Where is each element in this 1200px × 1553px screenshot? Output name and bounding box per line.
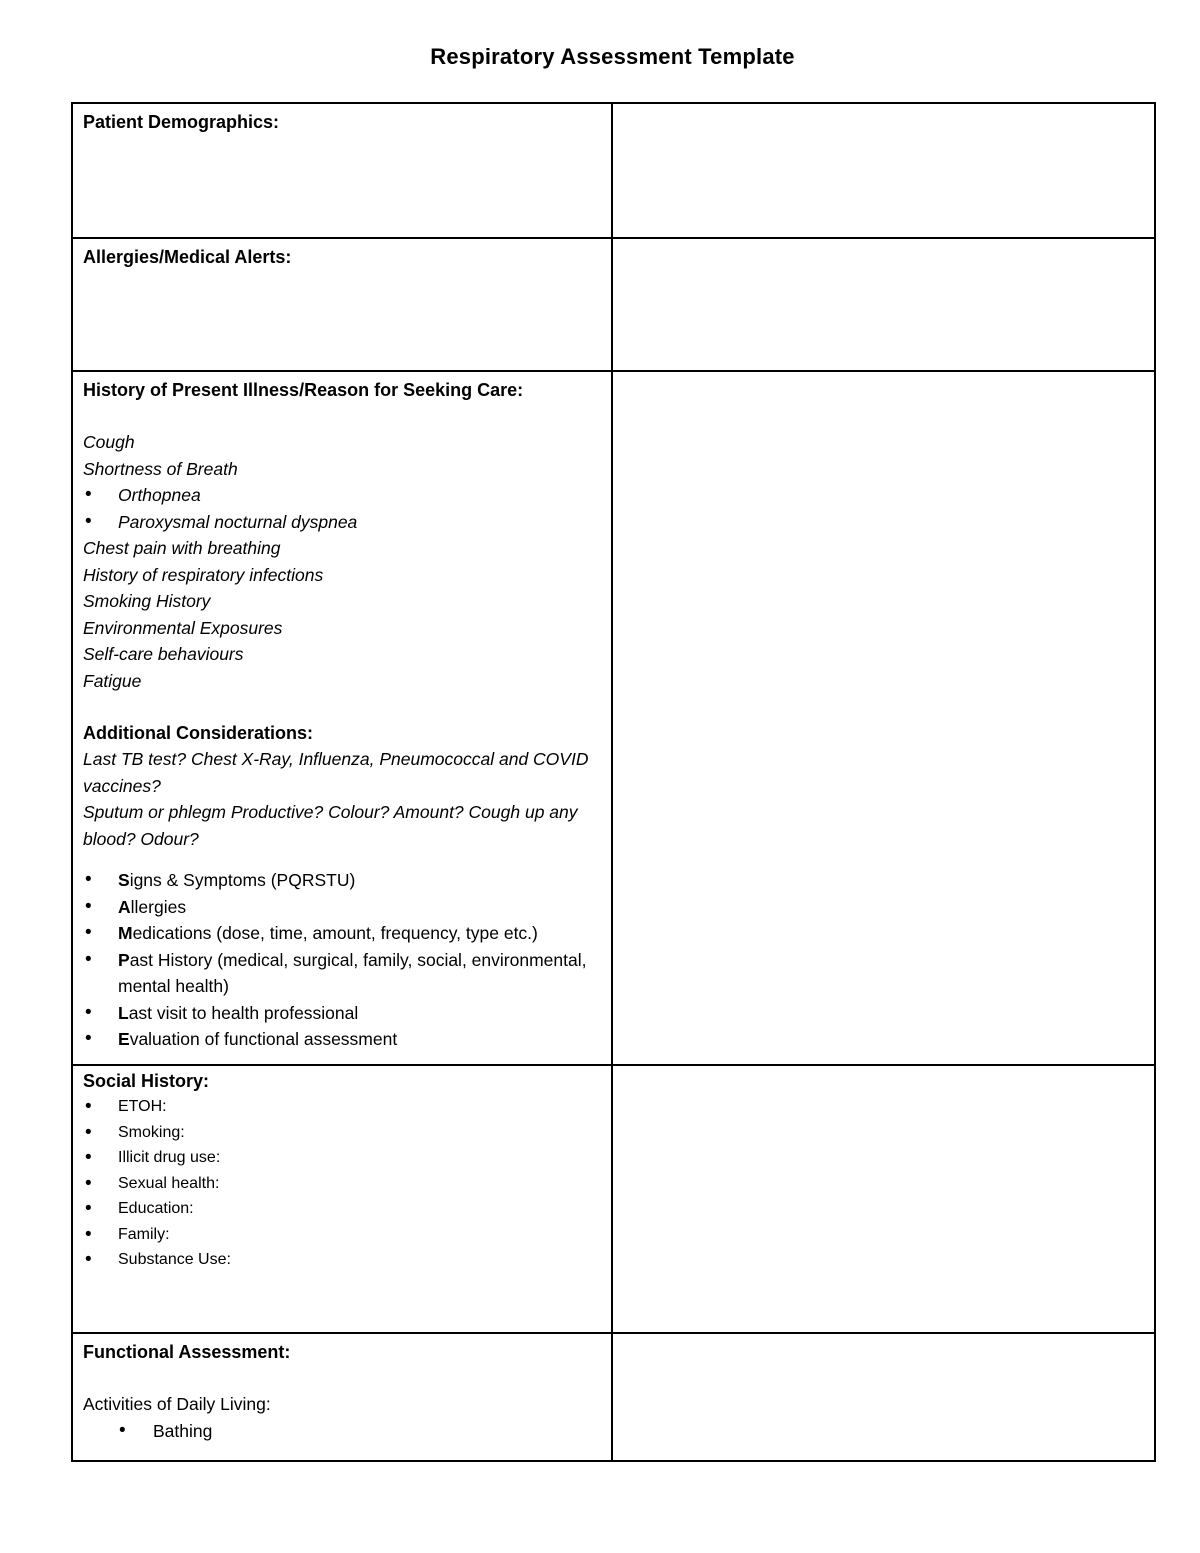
functional-heading: Functional Assessment: (83, 1342, 291, 1362)
social-label-cell (72, 1065, 612, 1333)
additional-sputum: Sputum or phlegm Productive? Colour? Amount? Cough up any blood? Odour? (83, 802, 578, 849)
hpi-heading: History of Present Illness/Reason for Seeking Care: (83, 380, 524, 400)
demographics-label-cell (72, 103, 612, 238)
additional-heading: Additional Considerations: (83, 723, 314, 743)
list-item: • Family: (83, 1222, 601, 1248)
list-item: • Past History (medical, surgical, family, social, environmental, mental health) (83, 947, 601, 1000)
list-item: • Substance Use: (83, 1247, 601, 1273)
list-item: • ETOH: (83, 1094, 601, 1120)
list-item: • Sexual health: (83, 1171, 601, 1197)
list-item: • Paroxysmal nocturnal dyspnea (83, 509, 601, 536)
list-item: • Medications (dose, time, amount, frequency, type etc.) (83, 920, 601, 947)
social-heading: Social History: (83, 1071, 210, 1091)
list-item: • Last visit to health professional (83, 1000, 601, 1027)
hpi-cough: Cough (83, 432, 135, 452)
allergies-heading: Allergies/Medical Alerts: (83, 247, 292, 267)
social-entry-cell[interactable] (612, 1065, 1155, 1333)
hpi-selfcare: Self-care behaviours (83, 644, 244, 664)
list-item: • Bathing (83, 1418, 601, 1445)
row-social (72, 1065, 1155, 1333)
row-functional (72, 1333, 1155, 1461)
allergies-label-cell (72, 238, 612, 371)
row-hpi (72, 371, 1155, 1065)
list-item: • Illicit drug use: (83, 1145, 601, 1171)
hpi-label-cell (72, 371, 612, 1065)
additional-vaccines: Last TB test? Chest X-Ray, Influenza, Pneumococcal and COVID vaccines? (83, 749, 589, 796)
adl-list (83, 1418, 601, 1445)
adl-label: Activities of Daily Living: (83, 1394, 271, 1414)
list-item: • Orthopnea (83, 482, 601, 509)
functional-entry-cell[interactable] (612, 1333, 1155, 1461)
hpi-smoking: Smoking History (83, 591, 211, 611)
list-item: • Smoking: (83, 1120, 601, 1146)
assessment-table (71, 102, 1156, 1462)
list-item: • Signs & Symptoms (PQRSTU) (83, 867, 601, 894)
list-item: • Education: (83, 1196, 601, 1222)
hpi-sob-list (83, 482, 601, 535)
list-item: • Allergies (83, 894, 601, 921)
demographics-entry-cell[interactable] (612, 103, 1155, 238)
hpi-chest-pain: Chest pain with breathing (83, 538, 281, 558)
hpi-entry-cell[interactable] (612, 371, 1155, 1065)
row-demographics (72, 103, 1155, 238)
list-item: • Evaluation of functional assessment (83, 1026, 601, 1053)
demographics-heading: Patient Demographics: (83, 112, 280, 132)
samples-list (83, 867, 601, 1053)
page-title: Respiratory Assessment Template (430, 44, 795, 69)
functional-label-cell (72, 1333, 612, 1461)
allergies-entry-cell[interactable] (612, 238, 1155, 371)
hpi-sob: Shortness of Breath (83, 458, 238, 479)
hpi-fatigue: Fatigue (83, 670, 142, 691)
hpi-infections: History of respiratory infections (83, 564, 324, 585)
row-allergies (72, 238, 1155, 371)
hpi-environmental: Environmental Exposures (83, 617, 283, 638)
social-list (83, 1094, 601, 1273)
